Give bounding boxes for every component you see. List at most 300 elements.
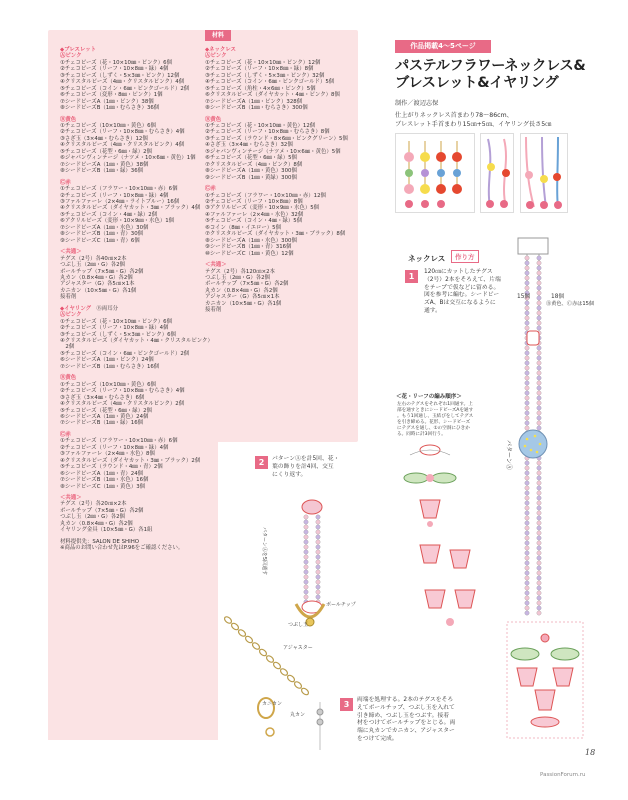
- seed-bead: [537, 326, 541, 330]
- necklace-header: ◆ネックレス: [205, 47, 236, 53]
- bracelet-red-header: Ⓒ赤: [60, 179, 71, 186]
- earring-header-note: Ⓑ両耳分: [96, 305, 118, 312]
- work-badge: 作品掲載4～5ページ: [395, 40, 491, 53]
- list-item: ⑧シードビーズB（1㎜・むらさき）36個: [60, 105, 160, 112]
- credit-line1: 材料提供先：SALON DE SHIHO: [60, 538, 139, 545]
- seed-bead: [525, 511, 529, 515]
- list-item: ⑤チェコビーズ（コイン・6㎜・ピンクゴールド）2個: [60, 85, 190, 92]
- seed-bead: [316, 545, 320, 549]
- list-item: ④クリスタルビーズ（4㎜・クリスタルピンク）4個: [60, 79, 185, 86]
- chain-link: [272, 661, 281, 670]
- seed-bead: [525, 526, 529, 530]
- label-18: 18個: [551, 294, 565, 300]
- seed-bead: [525, 411, 529, 415]
- list-item: テグス（2号）各20㎝×2本: [60, 501, 127, 508]
- seed-bead: [525, 401, 529, 405]
- seed-bead: [316, 570, 320, 574]
- seed-bead: [537, 546, 541, 550]
- list-item: ⑥シードビーズA（1㎜・ピンク）24個: [60, 357, 154, 364]
- list-item: ④クリスタルビーズ（ダイヤカット・3㎜・ブラック）4個: [60, 205, 201, 212]
- list-item: ②チェコビーズ（リーフ・10×8㎜・緑）4個: [60, 325, 169, 332]
- necklace-diagram: [505, 236, 580, 636]
- list-item: ③さざ玉（3×4㎜・むらさき）12個: [60, 135, 148, 142]
- list-item: ③チェコビーズ（しずく・5×3㎜・ピンク）32個: [205, 72, 325, 79]
- earring-common-header: ＜共通＞: [60, 495, 82, 501]
- seed-bead: [537, 411, 541, 415]
- seed-bead: [525, 366, 529, 370]
- necklace-common-list: [205, 269, 348, 314]
- seed-bead: [316, 575, 320, 579]
- seed-bead: [304, 555, 308, 559]
- seed-bead: [537, 301, 541, 305]
- seed-bead: [537, 596, 541, 600]
- website-watermark: PassionForum.ru: [540, 772, 586, 778]
- seed-bead: [525, 611, 529, 615]
- step2-text: [272, 456, 339, 479]
- list-item: ⑧シードビーズB（1㎜・むらさき）300個: [205, 105, 308, 112]
- list-item: ⑨シードビーズB（1㎜・黄緑）300個: [205, 174, 297, 181]
- seed-bead: [537, 376, 541, 380]
- list-item: アジャスター（G）各5㎝×1本: [205, 294, 280, 301]
- seed-bead: [525, 416, 529, 420]
- list-item: アジャスター（G）各5㎝×1本: [60, 281, 135, 288]
- seed-bead: [525, 606, 529, 610]
- list-item: 2個: [60, 344, 75, 351]
- seed-bead: [525, 486, 529, 490]
- seed-bead: [525, 376, 529, 380]
- seed-bead: [537, 486, 541, 490]
- list-item: ⑥クリスタルビーズ（ダイヤカット・4㎜・ピンク）8個: [205, 92, 340, 99]
- seed-bead: [525, 496, 529, 500]
- seed-bead: [525, 571, 529, 575]
- list-item: ズA、Bは交互になるように: [424, 300, 496, 307]
- list-item: ⑤チェコビーズ（コイン・6㎜・ピンクゴールド）2個: [60, 350, 190, 357]
- list-item: ⑦シードビーズB（1㎜・緑）16個: [60, 420, 144, 427]
- seed-bead: [537, 496, 541, 500]
- seed-bead: [525, 311, 529, 315]
- seed-bead: [304, 540, 308, 544]
- list-item: ⑦シードビーズA（1㎜・水色）30個: [60, 224, 149, 231]
- earring-pink-list: [60, 319, 213, 371]
- maker: 制作／渡辺志保: [395, 100, 439, 107]
- step2-seed-beads: [304, 515, 320, 604]
- list-item: ④さざ玉（3×4㎜・むらさき）32個: [205, 142, 293, 149]
- list-item: 部を通すときにシードビーズAを通す: [397, 408, 474, 413]
- chain-link: [237, 629, 246, 638]
- seed-bead: [316, 520, 320, 524]
- size-line1: 仕上がりネックレス首まわり78～86cm、: [395, 112, 513, 119]
- seed-bead: [537, 276, 541, 280]
- seed-bead: [537, 321, 541, 325]
- list-item: ①チェコビーズ（フラワー・10×10㎜・赤）6個: [60, 438, 178, 445]
- seed-bead: [537, 606, 541, 610]
- necklace-pink-header: Ⓐピンク: [205, 53, 227, 60]
- seed-bead: [537, 381, 541, 385]
- seed-bead: [537, 421, 541, 425]
- seed-bead: [525, 381, 529, 385]
- seed-bead: [525, 591, 529, 595]
- seed-bead: [525, 271, 529, 275]
- list-item: をテープで仮などに留める。: [424, 284, 500, 291]
- flower-step-5: [425, 590, 475, 626]
- flower-step-1: [410, 445, 450, 455]
- seed-bead: [316, 515, 320, 519]
- flower-cluster-diagram: [505, 620, 585, 740]
- list-item: ⑧シードビーズB（1㎜・緑）36個: [60, 168, 144, 175]
- necklace-pink-list: [205, 60, 348, 112]
- seed-bead: [304, 535, 308, 539]
- chain-link: [286, 674, 295, 683]
- seed-bead: [525, 536, 529, 540]
- seed-bead: [537, 481, 541, 485]
- necklace-common-header: ＜共通＞: [205, 262, 227, 269]
- seed-bead: [525, 581, 529, 585]
- list-item: （2号）2本をそろえて、片端: [424, 276, 501, 283]
- list-item: ボールチップ（7×5㎜・G）各2個: [60, 268, 144, 275]
- spacer-bead-icon: [302, 500, 322, 514]
- bracelet-header: ◆ブレスレット: [60, 47, 97, 53]
- seed-bead: [537, 271, 541, 275]
- earring-yellow-header: Ⓑ黄色: [60, 375, 77, 382]
- list-item: ⑥シードビーズA（1㎜・黄色）24個: [60, 414, 149, 421]
- list-item: ②チェコビーズ（リーフ・10×8㎜・むらさき）4個: [60, 129, 185, 136]
- seed-bead: [537, 316, 541, 320]
- label-adjuster: アジャスター: [283, 645, 313, 651]
- seed-bead: [537, 461, 541, 465]
- seed-bead: [537, 551, 541, 555]
- inset-text: [397, 402, 473, 438]
- page-number: 18: [585, 748, 596, 757]
- list-item: ④チェコビーズ（コイン・6㎜・ピンクゴールド）5個: [205, 79, 335, 86]
- seed-bead: [537, 576, 541, 580]
- list-item: カニカン（10×5㎜・G）各1個: [60, 287, 137, 294]
- bracelet-column: [60, 47, 213, 552]
- seed-bead: [537, 351, 541, 355]
- list-item: ③チェコビーズ（しずく・5×3㎜・ピンク）12個: [60, 72, 180, 79]
- seed-bead: [316, 585, 320, 589]
- seed-bead: [304, 560, 308, 564]
- list-item: ④クリスタルビーズ（4㎜・クリスタルピンク）4個: [60, 142, 185, 149]
- seed-bead: [304, 530, 308, 534]
- list-item: ③ファルファーレ（2×4㎜・水色）8個: [60, 451, 155, 458]
- list-item: テグス（2号）各120㎝×2本: [205, 268, 275, 275]
- list-item: ③さざ玉（3×4㎜・むらさき）6個: [60, 394, 145, 401]
- seed-bead: [537, 426, 541, 430]
- chain-link: [300, 687, 309, 696]
- seed-bead: [537, 501, 541, 505]
- seed-bead: [525, 531, 529, 535]
- list-item: ④クリスタルビーズ（ダイヤカット・3㎜・ブラック）2個: [60, 457, 201, 464]
- flower-steps-diagram: [400, 440, 500, 640]
- list-item: ④クリスタルビーズ（ダイヤカット・4㎜・クリスタルピンク）: [60, 338, 213, 345]
- seed-bead: [525, 261, 529, 265]
- list-item: 接着剤: [60, 294, 77, 301]
- list-item: えてボールチップ、つぶし玉を入れて: [357, 704, 455, 711]
- list-item: ①チェコビーズ（花・10×10㎜・ピンク）12個: [205, 59, 321, 66]
- bead-strand-icon: [317, 702, 323, 750]
- seed-bead: [316, 595, 320, 599]
- list-item: ⑥シードビーズA（1㎜・青）24個: [60, 470, 144, 477]
- necklace-yellow-list: [205, 123, 348, 181]
- list-item: ①チェコビーズ（花・10×10㎜・ピンク）6個: [60, 59, 172, 66]
- list-item: ⑤チェコビーズ（花型・6㎜・緑）2個: [60, 148, 152, 155]
- seed-bead: [316, 555, 320, 559]
- seed-bead: [525, 476, 529, 480]
- list-item: ①チェコビーズ（10×10㎜・黄色）6個: [60, 122, 156, 129]
- bracelet-yellow-header: Ⓑ黄色: [60, 116, 77, 123]
- label-kanikan: カニカン: [262, 701, 283, 707]
- seed-bead: [316, 590, 320, 594]
- seed-bead: [525, 546, 529, 550]
- bracelet-pink-list: [60, 60, 213, 112]
- seed-bead: [537, 306, 541, 310]
- list-item: ⑥ジャパンヴィンテージ（ナツメ・10×6㎜・黄色）1個: [60, 155, 196, 162]
- seed-bead: [537, 386, 541, 390]
- seed-bead: [525, 361, 529, 365]
- size-line2: ブレスレット手首まわり15㎝+5㎝、イヤリング長さ5㎝: [395, 121, 552, 128]
- bracelet-pink-header: Ⓐピンク: [60, 53, 82, 60]
- seed-bead: [525, 596, 529, 600]
- list-item: パターンⒶを計5回、花・: [272, 456, 340, 462]
- list-item: ⑦シードビーズA（1㎜・ピンク）38個: [60, 98, 154, 105]
- bracelet-common-list: [60, 256, 213, 301]
- necklace-red-header: Ⓒ赤: [205, 186, 216, 193]
- seed-bead: [525, 256, 529, 260]
- seed-bead: [537, 311, 541, 315]
- label-marukan: 丸カン: [290, 712, 306, 718]
- seed-bead: [537, 506, 541, 510]
- list-item: 丸カン（0.8×4㎜・G）各2個: [60, 520, 133, 527]
- list-item: ③ファルファーレ（2×4㎜・ライトブルー）16個: [60, 198, 180, 205]
- list-item: ⑨シードビーズC（1㎜・青）6個: [60, 237, 140, 244]
- necklace-column: [205, 47, 348, 314]
- credit-line2: ※商品のお問い合わせ先はP.96をご確認ください。: [60, 545, 184, 552]
- seed-bead: [537, 296, 541, 300]
- seed-bead: [537, 261, 541, 265]
- necklace-yellow-header: Ⓑ黄色: [205, 116, 222, 123]
- seed-bead: [316, 560, 320, 564]
- seed-bead: [525, 471, 529, 475]
- list-item: ⑦シードビーズA（1㎜・ピンク）328個: [205, 98, 303, 105]
- seed-bead: [537, 561, 541, 565]
- seed-bead: [304, 515, 308, 519]
- list-item: ②チェコビーズ（リーフ・10×8㎜・緑）4個: [60, 444, 169, 451]
- seed-bead: [537, 511, 541, 515]
- chain-link: [258, 648, 267, 657]
- step3-chain-diagram: [220, 612, 340, 752]
- seed-bead: [316, 535, 320, 539]
- list-item: 端に丸カンでカニカン、アジャスター: [357, 728, 455, 735]
- seed-bead: [525, 386, 529, 390]
- seed-bead: [525, 301, 529, 305]
- earring-red-header: Ⓒ赤: [60, 431, 71, 438]
- seed-bead: [537, 396, 541, 400]
- title-line2: ブレスレット&イヤリング: [395, 75, 559, 91]
- seed-bead: [304, 520, 308, 524]
- flower-step-3: [420, 500, 440, 527]
- list-item: ⑥チェコビーズ（花型・6㎜・緑）5個: [205, 155, 297, 162]
- seed-bead: [316, 540, 320, 544]
- seed-bead: [525, 266, 529, 270]
- step3-number: 3: [340, 698, 353, 711]
- seed-bead: [525, 521, 529, 525]
- list-item: 接着剤: [205, 307, 222, 314]
- chain-link: [279, 668, 288, 677]
- seed-bead: [304, 595, 308, 599]
- seed-bead: [525, 396, 529, 400]
- list-item: ⑧シードビーズC（1㎜・黄色）3個: [60, 483, 146, 490]
- label-15: 15個: [517, 294, 531, 300]
- list-item: ⑦クリスタルビーズ（4㎜・ピンク）8個: [205, 161, 303, 168]
- list-item: ④クリスタルビーズ（4㎜・クリスタルピンク）2個: [60, 401, 185, 408]
- list-item: ③チェコビーズ（しずく・5×3㎜・ピンク）6個: [60, 331, 176, 338]
- list-item: 左右のテグスをそれぞれ1回通す。上: [397, 402, 473, 407]
- list-item: ①チェコビーズ（花・10×10㎜・ピンク）6個: [60, 318, 172, 325]
- label-color-count: Ⓑ黄色、Ⓒ赤は15個: [546, 301, 595, 307]
- page-title: [395, 58, 585, 92]
- chain-link: [293, 681, 302, 690]
- seed-bead: [525, 356, 529, 360]
- list-item: ⑥コイン（8㎜・イエロー）5個: [205, 224, 282, 231]
- size-info: [395, 111, 551, 129]
- seed-bead: [525, 371, 529, 375]
- list-item: ⑩シードビーズC（1㎜・黄色）12個: [205, 250, 294, 257]
- seed-bead: [537, 361, 541, 365]
- list-item: ⑧シードビーズA（1㎜・水色）300個: [205, 237, 297, 244]
- seed-bead: [537, 291, 541, 295]
- list-item: 丸カン（0.8×4㎜・G）各2個: [205, 287, 278, 294]
- list-item: ⑤チェコビーズ（ラウンド・4㎜・青）2個: [60, 464, 163, 471]
- list-item: イヤリング金具（10×5㎜・G）各1組: [60, 527, 153, 534]
- list-item: 材をつけてボールチップをとじる。両: [357, 720, 456, 727]
- list-item: 両端を処理する。2本のテグスをそろ: [357, 697, 454, 703]
- chain-link: [223, 616, 232, 625]
- list-item: ②チェコビーズ（リーフ・10×8㎜・むらさき）8個: [205, 129, 330, 136]
- list-item: ③チェコビーズ（ラウンド・8×6㎜・ピンクグリーン）5個: [205, 135, 348, 142]
- earring-common-list: [60, 501, 213, 533]
- seed-bead: [537, 476, 541, 480]
- necklace-howto-label: ネックレス: [408, 254, 446, 263]
- seed-bead: [525, 576, 529, 580]
- list-item: 図を参考に編む。シードビー: [424, 292, 500, 299]
- seed-bead: [525, 466, 529, 470]
- seed-bead: [316, 580, 320, 584]
- seed-bead: [537, 536, 541, 540]
- list-item: を引き締める。花形、シードビーズ: [397, 420, 471, 425]
- list-item: をつけて完成。: [357, 735, 398, 742]
- seed-bead: [537, 356, 541, 360]
- flower-step-4: [420, 545, 470, 568]
- list-item: ②チェコビーズ（リーフ・10×8㎜・むらさき）4個: [60, 388, 185, 395]
- seed-bead: [537, 556, 541, 560]
- label-tsubushi: つぶし玉: [288, 622, 309, 628]
- seed-bead: [537, 286, 541, 290]
- list-item: る。同時に計3回行う。: [397, 432, 446, 437]
- seed-bead: [537, 581, 541, 585]
- seed-bead: [304, 585, 308, 589]
- seed-bead: [304, 575, 308, 579]
- seed-bead: [525, 601, 529, 605]
- seed-bead: [525, 556, 529, 560]
- earring-pink-header: Ⓐピンク: [60, 312, 82, 319]
- seed-bead: [537, 566, 541, 570]
- seed-bead: [525, 561, 529, 565]
- seed-bead: [537, 541, 541, 545]
- title-line1: パステルフラワーネックレス&: [395, 58, 586, 74]
- label-ballchip: ボールチップ: [326, 602, 356, 608]
- earring-photo: [395, 133, 475, 213]
- seed-bead: [537, 401, 541, 405]
- bracelet-yellow-list: [60, 123, 213, 175]
- list-item: ⑦シードビーズB（1㎜・水色）16個: [60, 477, 149, 484]
- list-item: ⑥アクリルビーズ（変形・10×9㎜・水色）1個: [60, 218, 175, 225]
- list-item: ②チェコビーズ（リーフ・10×8㎜・緑）8個: [205, 66, 314, 73]
- necklace-photo: [520, 133, 568, 213]
- list-item: ③アクリルビーズ（変形・10×9㎜・水色）5個: [205, 205, 320, 212]
- seed-bead: [537, 466, 541, 470]
- seed-bead: [525, 391, 529, 395]
- seed-bead: [304, 550, 308, 554]
- seed-bead: [525, 346, 529, 350]
- list-item: にくり返す。: [272, 471, 307, 478]
- seed-bead: [304, 565, 308, 569]
- seed-bead: [537, 346, 541, 350]
- list-item: つぶし玉（2㎜・G）各2個: [60, 262, 125, 269]
- list-item: つぶし玉（2㎜・G）各2個: [60, 514, 125, 521]
- seed-bead: [304, 525, 308, 529]
- seed-bead: [304, 580, 308, 584]
- earring-yellow-list: [60, 382, 213, 427]
- seed-bead: [525, 516, 529, 520]
- seed-bead: [537, 516, 541, 520]
- list-item: ⑦クリスタルビーズ（ダイヤカット・3㎜・ブラック）8個: [205, 231, 346, 238]
- seed-bead: [525, 551, 529, 555]
- seed-bead: [525, 506, 529, 510]
- seed-bead: [304, 545, 308, 549]
- seed-bead: [537, 371, 541, 375]
- step1-number: 1: [405, 270, 418, 283]
- list-item: 葉の飾りを計4回、交互: [272, 463, 334, 470]
- list-item: ②チェコビーズ（リーフ・10×8㎜・緑）4個: [60, 192, 169, 199]
- seed-bead: [316, 530, 320, 534]
- bracelet-common-header: ＜共通＞: [60, 249, 82, 256]
- list-item: ⑧シードビーズA（1㎜・黄色）300個: [205, 168, 297, 175]
- seed-bead: [525, 421, 529, 425]
- seed-bead: [525, 351, 529, 355]
- seed-bead: [304, 590, 308, 594]
- seed-bead: [525, 406, 529, 410]
- step3-text: [357, 697, 455, 744]
- seed-bead: [537, 601, 541, 605]
- materials-tab: 材料: [205, 30, 231, 41]
- flower-step-2: [404, 473, 456, 483]
- seed-bead: [525, 541, 529, 545]
- tape-icon: [518, 238, 548, 254]
- list-item: ②チェコビーズ（リーフ・10×8㎜・緑）4個: [60, 66, 169, 73]
- seed-bead: [525, 316, 529, 320]
- list-item: にテグスを通し、①の空洞にひきか: [397, 426, 470, 431]
- seed-bead: [525, 501, 529, 505]
- seed-bead: [525, 566, 529, 570]
- seed-bead: [525, 461, 529, 465]
- seed-bead: [537, 591, 541, 595]
- step1-text: [424, 269, 501, 316]
- chain-link: [230, 622, 239, 631]
- seed-bead: [525, 491, 529, 495]
- bracelet-photo: [480, 133, 514, 213]
- necklace-red-list: [205, 193, 348, 258]
- seed-bead: [525, 426, 529, 430]
